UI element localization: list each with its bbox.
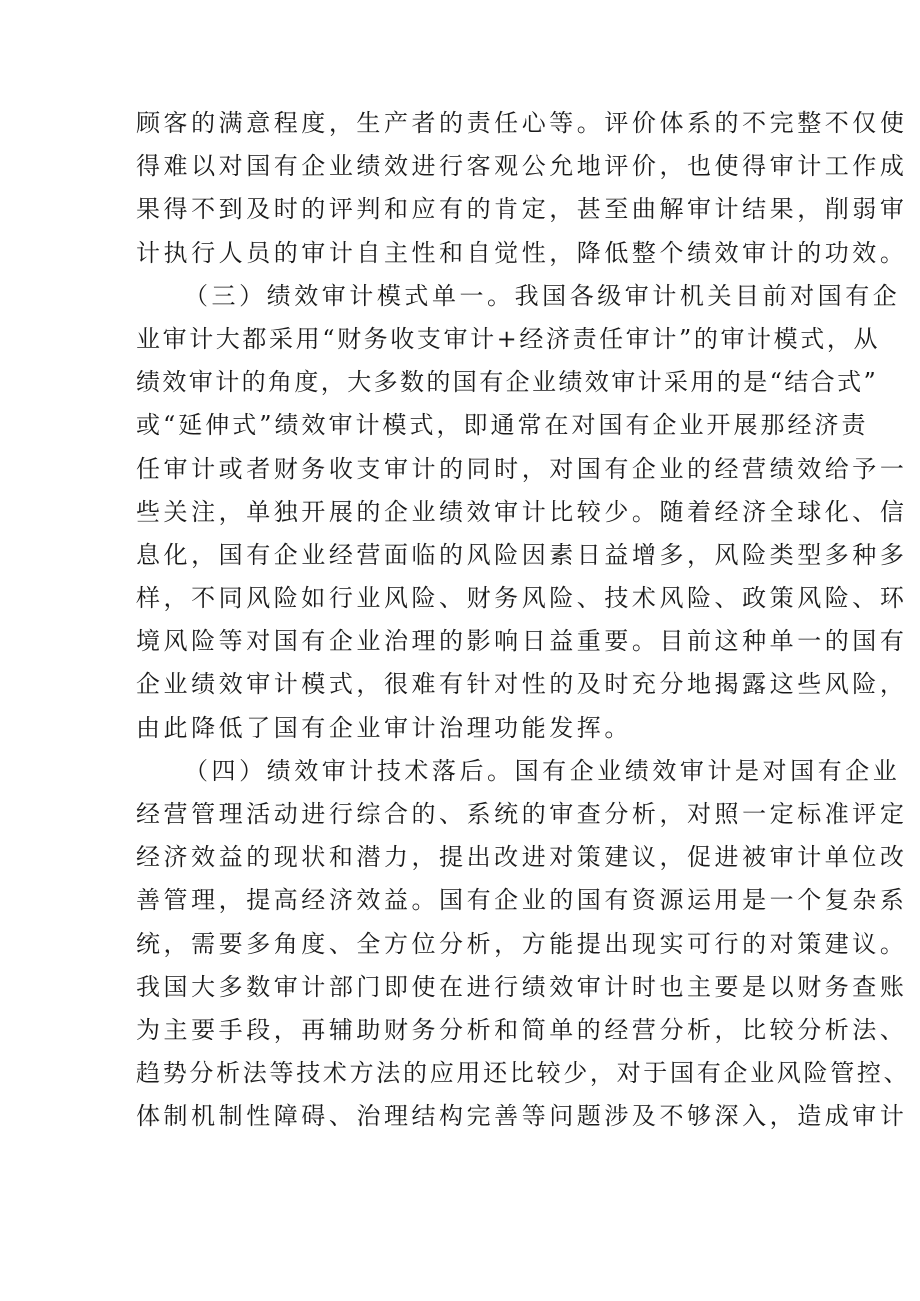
text-line: 或“延伸式”绩效审计模式，即通常在对国有企业开展那经济责 [136,411,869,440]
text-line: 体制机制性障碍、治理结构完善等问题涉及不够深入，造成审计 [136,1102,908,1131]
text-line: 企业绩效审计模式，很难有针对性的及时充分地揭露这些风险， [136,670,908,699]
text-line: 趋势分析法等技术方法的应用还比较少，对于国有企业风险管控、 [136,1059,911,1088]
text-line: 业审计大都采用“财务收支审计+经济责任审计”的审计模式，从 [136,324,881,353]
paragraph-evaluation-system [136,102,908,275]
text-line: 为主要手段，再辅助财务分析和简单的经营分析，比较分析法、 [136,1015,908,1044]
text-line: 经济效益的现状和潜力，提出改进对策建议，促进被审计单位改 [136,843,908,872]
paragraph-audit-model [136,275,908,750]
text-line: 绩效审计的角度，大多数的国有企业绩效审计采用的是“结合式” [136,368,879,397]
text-line: 些关注，单独开展的企业绩效审计比较少。随着经济全球化、信 [136,497,908,526]
text-line: 果得不到及时的评判和应有的肯定，甚至曲解审计结果，削弱审 [136,195,908,224]
text-line: 由此降低了国有企业审计治理功能发挥。 [136,713,632,742]
text-line: 经营管理活动进行综合的、系统的审查分析，对照一定标准评定 [136,800,908,828]
text-line: 样，不同风险如行业风险、财务风险、技术风险、政策风险、环 [136,584,908,613]
text-line: 得难以对国有企业绩效进行客观公允地评价，也使得审计工作成 [136,152,908,181]
document-page [136,102,911,1139]
text-line: 善管理，提高经济效益。国有企业的国有资源运用是一个复杂系 [136,886,908,915]
text-line: 息化，国有企业经营面临的风险因素日益增多，风险类型多种多 [136,540,908,569]
paragraph-audit-technology [136,750,911,1139]
text-line: 顾客的满意程度，生产者的责任心等。评价体系的不完整不仅使 [136,109,908,137]
text-line: 境风险等对国有企业治理的影响日益重要。目前这种单一的国有 [136,627,908,656]
section-heading-line: （三）绩效审计模式单一。我国各级审计机关目前对国有企 [184,281,901,310]
text-line: 统，需要多角度、全方位分析，方能提出现实可行的对策建议。 [136,929,908,958]
text-line: 我国大多数审计部门即使在进行绩效审计时也主要是以财务查账 [136,972,908,1001]
text-line: 计执行人员的审计自主性和自觉性，降低整个绩效审计的功效。 [136,238,908,267]
section-heading-line: （四）绩效审计技术落后。国有企业绩效审计是对国有企业 [184,756,901,785]
text-line: 任审计或者财务收支审计的同时，对国有企业的经营绩效给予一 [136,454,908,483]
